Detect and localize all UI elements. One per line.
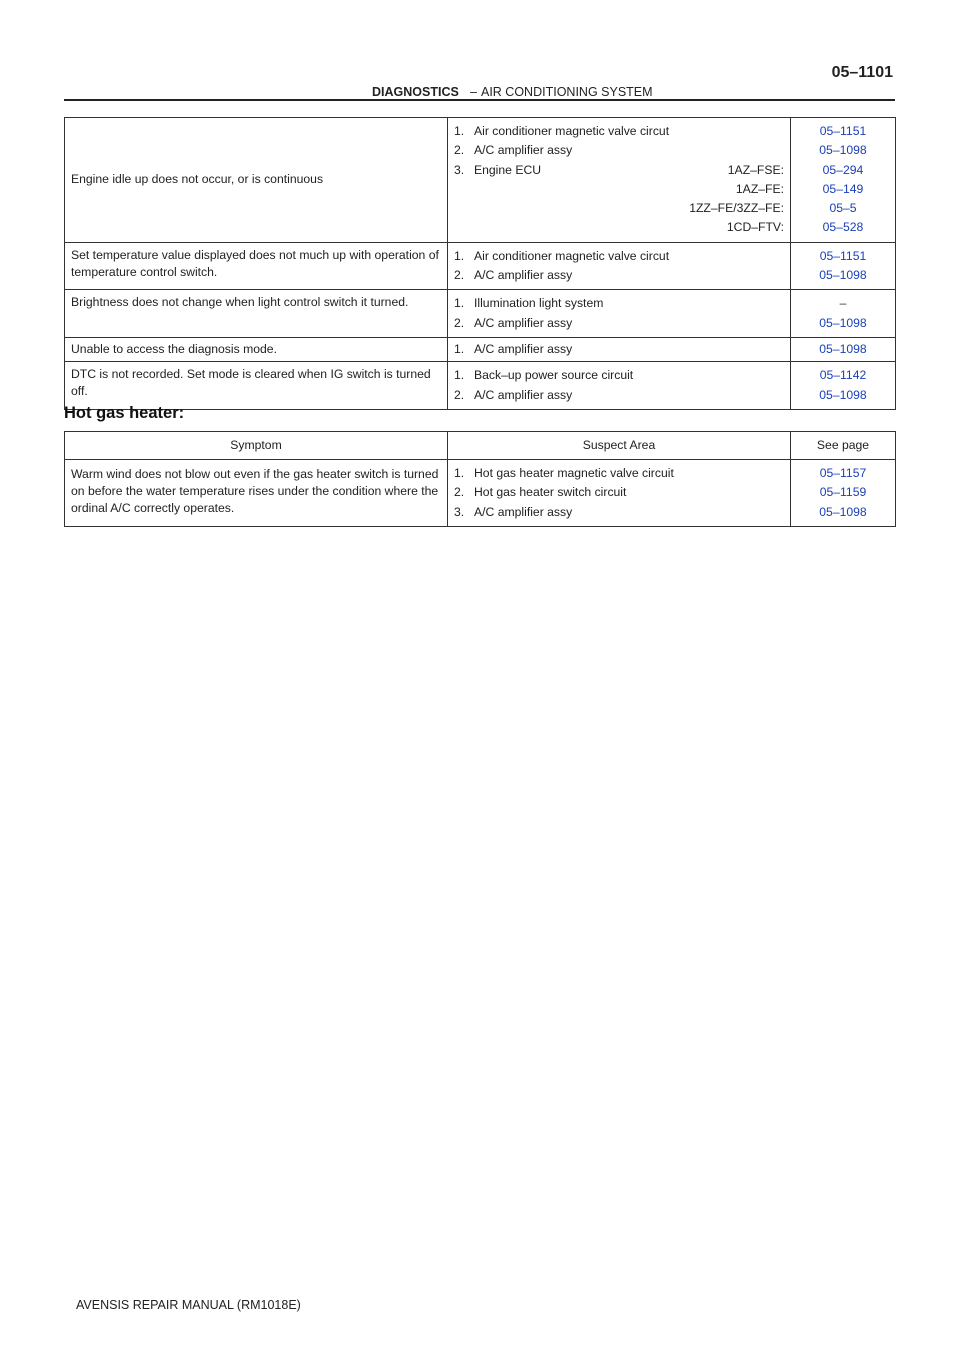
table-row <box>65 460 896 527</box>
suspect-cell <box>448 118 791 243</box>
suspect-line: 1. Air conditioner magnetic valve circut <box>454 248 670 263</box>
suspect-line: 1. Back–up power source circuit <box>454 368 634 383</box>
page-reference-link[interactable]: 05–528 <box>822 220 864 235</box>
suspect-cell <box>448 460 791 527</box>
suspect-line: 2. A/C amplifier assy <box>454 143 573 158</box>
header-rule <box>64 99 895 101</box>
table-row <box>65 337 896 361</box>
suspect-line: 1. Illumination light system <box>454 296 604 311</box>
hot-gas-heater-table <box>64 431 896 527</box>
header-separator: – <box>470 85 477 99</box>
page-reference-link[interactable]: 05–1098 <box>819 268 867 283</box>
page-reference-link[interactable]: 05–1098 <box>819 387 867 402</box>
suspect-line: 3. A/C amplifier assy <box>454 504 573 519</box>
symptom-cell: Brightness does not change when light control switch it turned. <box>65 290 448 338</box>
symptom-cell: Unable to access the diagnosis mode. <box>65 337 448 361</box>
suspect-cell <box>448 290 791 338</box>
symptom-cell: Set temperature value displayed does not much up with operation of temperature control switch. <box>65 242 448 290</box>
troubleshooting-table <box>64 117 896 410</box>
table-row <box>65 118 896 243</box>
page-reference-link[interactable]: 05–1098 <box>819 315 867 330</box>
engine-qualifier: 1ZZ–FE/3ZZ–FE: <box>689 201 784 216</box>
page-reference-link[interactable]: 05–5 <box>829 201 857 216</box>
suspect-line: 1. Air conditioner magnetic valve circut <box>454 124 670 138</box>
table-header-row <box>65 432 896 460</box>
see-page-cell <box>791 337 896 361</box>
see-page-cell <box>791 118 896 243</box>
table-row <box>65 242 896 290</box>
suspect-line: 1. Hot gas heater magnetic valve circuit <box>454 466 674 480</box>
engine-qualifier: 1AZ–FE: <box>735 181 784 196</box>
symptom-cell: Engine idle up does not occur, or is continuous <box>65 118 448 243</box>
page-reference-link[interactable]: 05–1142 <box>819 368 867 383</box>
symptom-cell: DTC is not recorded. Set mode is cleared when IG switch is turned off. <box>65 362 448 410</box>
see-page-cell <box>791 460 896 527</box>
column-header-symptom: Symptom <box>65 432 448 460</box>
manual-footer: AVENSIS REPAIR MANUAL (RM1018E) <box>76 1298 301 1312</box>
suspect-cell <box>448 337 791 361</box>
symptom-cell: Warm wind does not blow out even if the gas heater switch is turned on before the water temperature rises under the condition where the ordinal A/C correctly operates. <box>65 460 448 527</box>
suspect-line: 2. A/C amplifier assy <box>454 268 573 283</box>
page-reference-link[interactable]: 05–1098 <box>819 341 867 356</box>
table-row <box>65 362 896 410</box>
page-reference-link[interactable]: 05–294 <box>822 162 864 177</box>
see-page-cell <box>791 242 896 290</box>
page-reference-link[interactable]: 05–1159 <box>819 485 867 500</box>
page-reference-link[interactable]: 05–1157 <box>819 466 867 480</box>
suspect-line: 2. Hot gas heater switch circuit <box>454 485 627 500</box>
engine-qualifier: 1AZ–FSE: <box>727 162 784 177</box>
suspect-line: 2. A/C amplifier assy <box>454 315 573 330</box>
engine-qualifier: 1CD–FTV: <box>726 220 784 235</box>
table-row <box>65 290 896 338</box>
hot-gas-heater-heading: Hot gas heater: <box>64 404 185 422</box>
page-reference-link[interactable]: 05–1098 <box>819 504 867 519</box>
page-reference-link[interactable]: 05–1151 <box>819 248 867 263</box>
see-page-cell <box>791 290 896 338</box>
section-title: DIAGNOSTICS <box>372 85 459 99</box>
page-reference-link[interactable]: 05–1151 <box>819 124 867 138</box>
page-reference-link[interactable]: 05–149 <box>822 181 864 196</box>
page-number: 05–1101 <box>831 64 893 81</box>
see-page-cell <box>791 362 896 410</box>
column-header-suspect-area: Suspect Area <box>448 432 791 460</box>
suspect-cell <box>448 242 791 290</box>
suspect-line: 3. Engine ECU 1AZ–FSE: <box>454 161 784 180</box>
page-reference-link[interactable]: 05–1098 <box>819 143 867 158</box>
column-header-see-page: See page <box>791 432 896 460</box>
suspect-line: 1. A/C amplifier assy <box>454 341 573 356</box>
subsection-title: AIR CONDITIONING SYSTEM <box>481 85 653 99</box>
suspect-cell <box>448 362 791 410</box>
no-reference-dash: – <box>839 296 847 311</box>
suspect-line: 2. A/C amplifier assy <box>454 387 573 402</box>
